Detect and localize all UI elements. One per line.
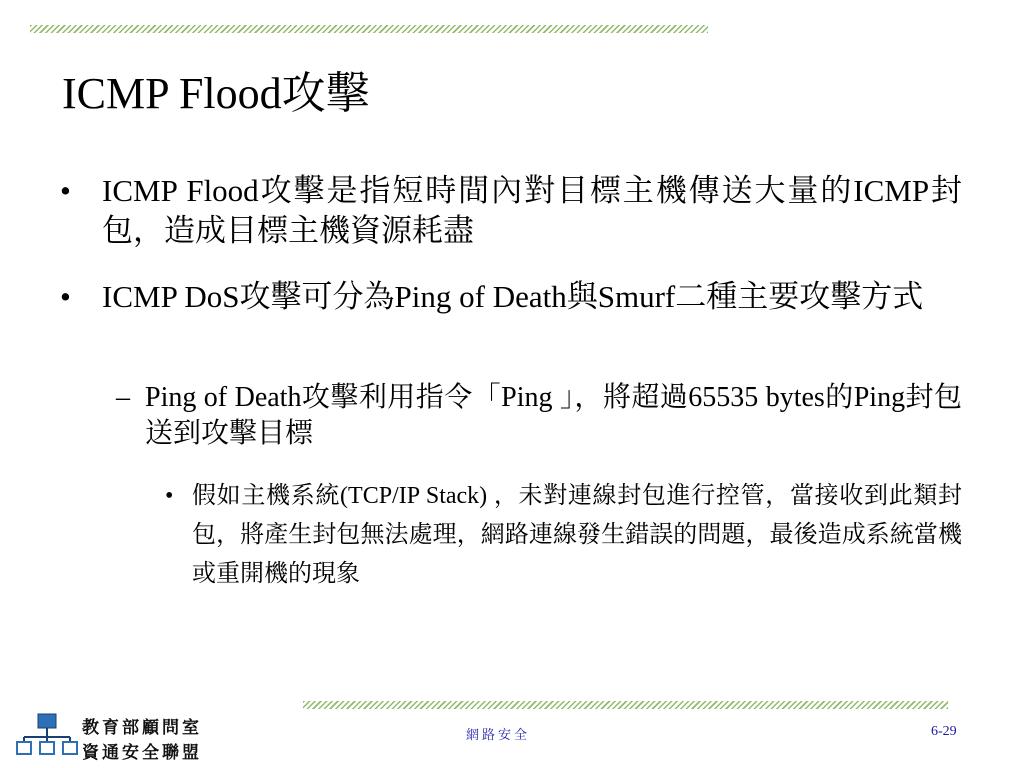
logo-text-line1: 教育部顧問室 bbox=[82, 718, 202, 737]
network-logo-icon bbox=[16, 713, 78, 759]
bullet-item-level1: ICMP Flood攻擊是指短時間內對目標主機傳送大量的ICMP封包，造成目標主機資源耗盡 bbox=[102, 173, 962, 248]
slide-title: ICMP Flood攻擊 bbox=[62, 69, 370, 118]
dash-marker: – bbox=[116, 382, 130, 413]
footer-page-number: 6-29 bbox=[931, 724, 957, 739]
top-decorative-stripe bbox=[30, 25, 708, 33]
bullet-item-level3: 假如主機系統(TCP/IP Stack) ，未對連線封包進行控管，當接收到此類封包，將產生封包無法處理，網路連線發生錯誤的問題，最後造成系統當機或重開機的現象 bbox=[192, 483, 962, 587]
bullet-item-level1: ICMP DoS攻擊可分為Ping of Death與Smurf二種主要攻擊方式 bbox=[102, 279, 924, 314]
footer-logo bbox=[10, 711, 260, 763]
bullet-item-level2: Ping of Death攻擊利用指令「Ping 」，將超過65535 bytes的Ping封包送到攻擊目標 bbox=[145, 382, 962, 449]
bottom-decorative-stripe bbox=[303, 701, 948, 709]
bullet-marker: • bbox=[60, 173, 71, 208]
footer-course-name: 網路安全 bbox=[466, 727, 531, 742]
bullet-marker: • bbox=[165, 483, 174, 509]
bullet-marker: • bbox=[60, 279, 71, 314]
logo-text-line2: 資通安全聯盟 bbox=[82, 743, 202, 762]
